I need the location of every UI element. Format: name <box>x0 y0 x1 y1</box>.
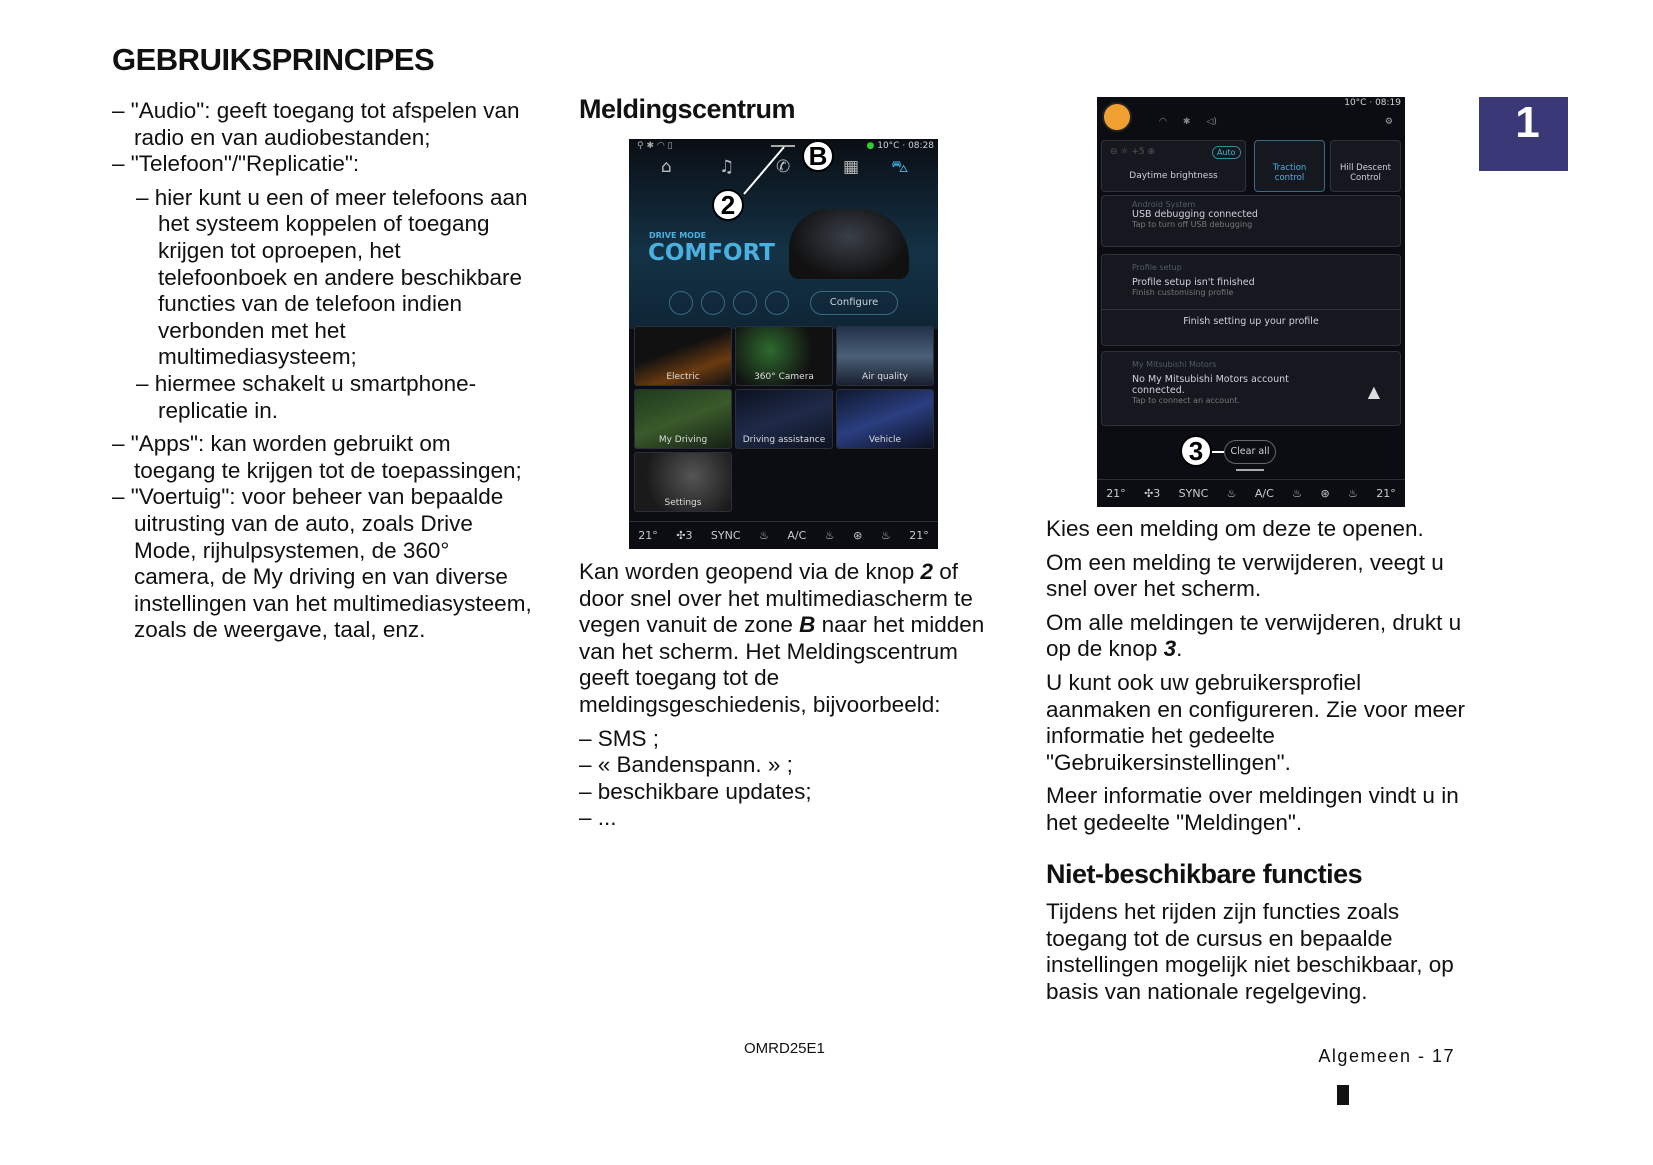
ac-button[interactable]: A/C <box>787 529 807 542</box>
climate-bar <box>1097 479 1405 507</box>
paragraph: – "Audio": geeft toegang tot afspelen van radio en van audiobestanden; <box>112 98 520 150</box>
page-title: GEBRUIKSPRINCIPES <box>112 42 435 77</box>
temp-left[interactable]: 21° <box>638 529 658 542</box>
climate-bar <box>629 521 938 549</box>
apps-icon[interactable]: ▦ <box>843 157 860 177</box>
page-marker <box>1337 1085 1349 1105</box>
defrost-icon[interactable]: ♨ <box>824 529 835 542</box>
terrain-mode-button[interactable] <box>733 291 757 315</box>
status-icons: ⚲ ✱ ◠ ▯ <box>637 141 673 151</box>
home-icon[interactable]: ⌂ <box>661 157 672 177</box>
steering-icon[interactable]: ⊛ <box>853 529 863 542</box>
status-temp-time: 10°C · 08:19 <box>1344 98 1401 108</box>
close-handle[interactable] <box>1236 469 1264 471</box>
document-code: OMRD25E1 <box>744 1040 825 1057</box>
mitsubishi-logo-icon: ▲ <box>1367 382 1380 401</box>
list-item: – SMS ; <box>579 725 660 751</box>
callout-line-3 <box>1212 451 1224 453</box>
paragraph: – hier kunt u een of meer telefoons aan het systeem koppelen of toegang krijgen tot oproepen, het telefoonboek en andere beschikbare functies van de telefoon indien verbonden met het multimediasysteem; <box>136 184 528 370</box>
mode-button[interactable] <box>669 291 693 315</box>
clear-all-button[interactable]: Clear all <box>1224 440 1276 464</box>
steering-icon[interactable]: ⊛ <box>1320 487 1330 500</box>
chapter-tab: 1 <box>1479 97 1568 171</box>
hill-descent-button[interactable]: Hill Descent Control <box>1330 140 1401 192</box>
drive-mode-label: DRIVE MODE <box>649 231 707 240</box>
paragraph: – hiermee schakelt u smartphone-replicatie in. <box>136 370 477 423</box>
seat-heat-icon[interactable]: ♨ <box>1226 487 1237 500</box>
notification-profile[interactable]: Profile setup Profile setup isn't finished Finish customising profile Finish setting up your profile <box>1101 254 1401 346</box>
list-item: – ... <box>579 805 617 831</box>
tile-driving-assistance[interactable]: Driving assistance <box>735 389 833 449</box>
sync-button[interactable]: SYNC <box>710 529 741 542</box>
callout-2: 2 <box>712 189 744 221</box>
tile-air-quality[interactable]: Air quality <box>836 326 934 386</box>
status-temp-time: ● 10°C · 08:28 <box>866 141 934 151</box>
page-footer: Algemeen - 17 <box>1318 1046 1455 1066</box>
section-heading: Meldingscentrum <box>579 94 796 124</box>
eco-mode-button[interactable] <box>701 291 725 315</box>
callout-3: 3 <box>1180 435 1212 467</box>
avatar[interactable] <box>1102 102 1132 132</box>
paragraph: Kies een melding om deze te openen. <box>1046 516 1424 541</box>
temp-left[interactable]: 21° <box>1106 487 1126 500</box>
column-2-text <box>579 559 989 832</box>
finish-profile-button[interactable]: Finish setting up your profile <box>1102 309 1400 327</box>
volume-icon[interactable]: ◁) <box>1206 117 1217 127</box>
column-3 <box>1046 516 1466 1013</box>
fan-speed[interactable]: ✣3 <box>676 529 693 542</box>
seat-heat-right-icon[interactable]: ♨ <box>880 529 891 542</box>
brightness-label: Daytime brightness <box>1129 171 1218 181</box>
tile-settings[interactable]: Settings <box>634 452 732 512</box>
paragraph: Om een melding te verwijderen, veegt u snel over het scherm. <box>1046 549 1444 602</box>
temp-right[interactable]: 21° <box>909 529 929 542</box>
fan-speed[interactable]: ✣3 <box>1144 487 1161 500</box>
tile-electric[interactable]: Electric <box>634 326 732 386</box>
notification-usb[interactable]: Android System USB debugging connected Tap to turn off USB debugging <box>1101 195 1401 247</box>
connectivity-icons <box>1159 117 1217 127</box>
column-1 <box>112 98 532 651</box>
seat-heat-icon[interactable]: ♨ <box>759 529 769 542</box>
sync-button[interactable]: SYNC <box>1178 487 1209 500</box>
brightness-value: +5 <box>1131 147 1145 157</box>
tile-my-driving[interactable]: My Driving <box>634 389 732 449</box>
paragraph: Om alle meldingen te verwijderen, drukt u op de knop 3. <box>1046 609 1462 662</box>
tile-vehicle[interactable]: Vehicle <box>836 389 934 449</box>
traction-control-button[interactable]: Traction control <box>1254 140 1325 192</box>
drive-mode-value: COMFORT <box>648 240 775 266</box>
paragraph: – "Voertuig": voor beheer van bepaalde uitrusting van de auto, zoals Drive Mode, rijhulpsystemen, de 360° camera, de My driving en van diverse instellingen van het multimediasysteem, zoals de weergave, taal, enz. <box>112 484 532 643</box>
paragraph: Tijdens het rijden zijn functies zoals toegang tot de cursus en bepaalde instellingen mogelijk niet beschikbaar, op basis van nationale regelgeving. <box>1046 899 1454 1004</box>
music-icon[interactable]: ♫ <box>719 157 735 177</box>
settings-icon[interactable]: ⚙ <box>1384 117 1393 127</box>
paragraph: U kunt ook uw gebruikersprofiel aanmaken en configureren. Zie voor meer informatie het gedeelte "Gebruikersinstellingen". <box>1046 669 1465 775</box>
bluetooth-icon[interactable]: ✱ <box>1182 117 1191 127</box>
auto-brightness-button[interactable]: Auto <box>1212 146 1241 159</box>
car-icon[interactable]: ⛍ <box>891 157 909 177</box>
configure-button[interactable]: Configure <box>810 291 898 315</box>
callout-line-2 <box>629 139 938 239</box>
paragraph: – "Apps": kan worden gebruikt om toegang te krijgen tot de toepassingen; <box>112 431 522 483</box>
section-heading: Niet-beschikbare functies <box>1046 858 1363 889</box>
paragraph: – "Telefoon"/"Replicatie": <box>112 151 360 177</box>
seat-heat-right-icon[interactable]: ♨ <box>1348 487 1358 500</box>
example-list <box>579 726 989 832</box>
phone-icon[interactable]: ✆ <box>776 157 791 177</box>
wifi-icon[interactable]: ◠ <box>1159 117 1167 127</box>
defrost-icon[interactable]: ♨ <box>1292 487 1303 500</box>
paragraph: Meer informatie over meldingen vindt u in het gedeelte "Meldingen". <box>1046 783 1459 835</box>
mode-buttons <box>669 291 789 315</box>
tile-360-camera[interactable]: 360° Camera <box>735 326 833 386</box>
temp-right[interactable]: 21° <box>1376 487 1396 500</box>
callout-b: B <box>802 140 834 172</box>
brightness-control: ⊖ ☼ +5 ⊕ Auto Daytime brightness <box>1101 140 1246 192</box>
notification-mitsubishi[interactable]: My Mitsubishi Motors No My Mitsubishi Motors account connected. Tap to connect an account. ▲ <box>1101 351 1401 426</box>
column-2 <box>579 96 989 123</box>
profile-mode-button[interactable] <box>765 291 789 315</box>
list-item: – beschikbare updates; <box>579 778 812 804</box>
list-item: – « Bandenspann. » ; <box>579 752 793 778</box>
paragraph: Kan worden geopend via de knop 2 of door snel over het multimediascherm te vegen vanuit de zone B naar het midden van het scherm. Het Meldingscentrum geeft toegang tot de meldingsgeschiedenis, bijvoorbeeld: <box>579 559 985 717</box>
ac-button[interactable]: A/C <box>1254 487 1274 500</box>
notification-center-image <box>1097 97 1405 507</box>
